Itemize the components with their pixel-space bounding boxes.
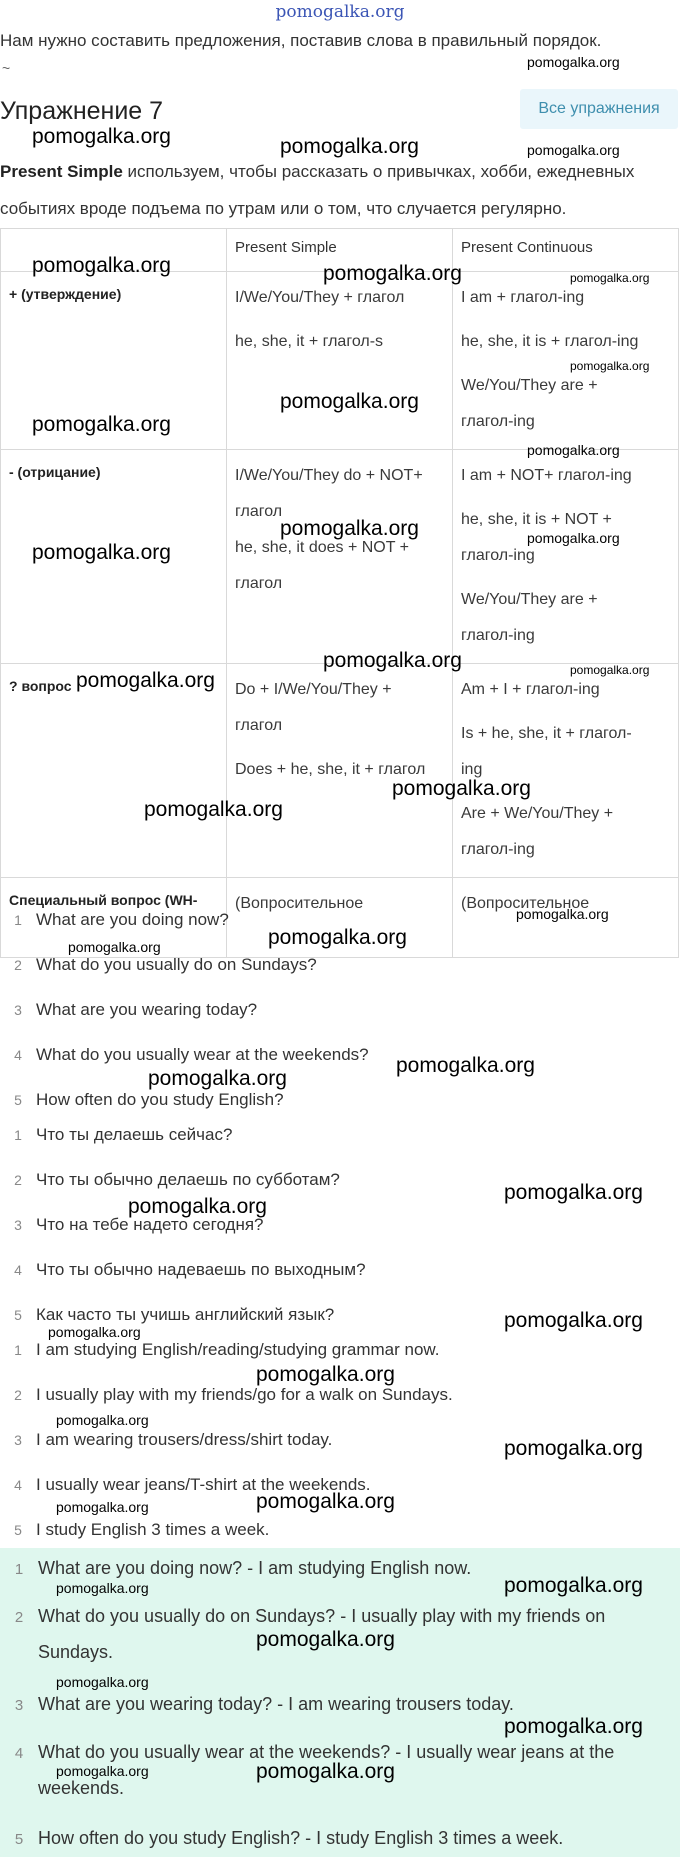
cell-line: Does + he, she, it + глагол bbox=[235, 761, 426, 778]
watermark: pomogalka.org bbox=[256, 1363, 395, 1386]
item-text: Что на тебе надето сегодня? bbox=[36, 1215, 264, 1234]
watermark: pomogalka.org bbox=[32, 254, 171, 277]
item-number: 4 bbox=[14, 1047, 22, 1063]
answer-item bbox=[0, 1818, 563, 1860]
cell-line: he, she, it is + глагол-ing bbox=[461, 333, 639, 350]
item-text: I study English 3 times a week. bbox=[36, 1520, 270, 1539]
list-item bbox=[0, 955, 317, 975]
separator-mark: ~ bbox=[2, 60, 11, 76]
list-item bbox=[0, 1090, 284, 1110]
watermark: pomogalka.org bbox=[56, 1499, 149, 1515]
watermark: pomogalka.org bbox=[527, 530, 620, 546]
watermark: pomogalka.org bbox=[527, 442, 620, 458]
cell-line: глагол-ing bbox=[461, 627, 535, 644]
item-number: 2 bbox=[14, 1172, 22, 1188]
item-text: I usually play with my friends/go for a walk on Sundays. bbox=[36, 1385, 453, 1404]
item-number: 5 bbox=[14, 1307, 22, 1323]
watermark: pomogalka.org bbox=[48, 1324, 141, 1340]
site-logo[interactable]: pomogalka.org bbox=[275, 2, 405, 22]
watermark: pomogalka.org bbox=[323, 649, 462, 672]
continuous-cell bbox=[453, 450, 679, 664]
watermark: pomogalka.org bbox=[56, 1580, 149, 1596]
item-text: Что ты делаешь сейчас? bbox=[36, 1125, 233, 1144]
cell-line: Do + I/We/You/They + bbox=[235, 681, 392, 698]
cell-line: I am + NOT+ глагол-ing bbox=[461, 467, 632, 484]
item-text: Что ты обычно делаешь по субботам? bbox=[36, 1170, 340, 1189]
watermark: pomogalka.org bbox=[128, 1195, 267, 1218]
simple-cell bbox=[227, 664, 453, 878]
watermark: pomogalka.org bbox=[268, 926, 407, 949]
cell-line: he, she, it does + NOT + bbox=[235, 539, 410, 556]
watermark: pomogalka.org bbox=[504, 1715, 643, 1738]
answer-line-continued: Sundays. bbox=[38, 1642, 114, 1662]
table-header-continuous: Present Continuous bbox=[453, 229, 679, 272]
grammar-table bbox=[0, 228, 678, 912]
item-number: 3 bbox=[14, 1002, 22, 1018]
item-number: 4 bbox=[14, 1262, 22, 1278]
list-item bbox=[0, 1385, 453, 1405]
watermark: pomogalka.org bbox=[144, 798, 283, 821]
cell-line: глагол-ing bbox=[461, 413, 535, 430]
item-number: 4 bbox=[14, 1745, 24, 1762]
item-number: 1 bbox=[14, 912, 22, 928]
row-label: + (утверждение) bbox=[1, 272, 227, 450]
watermark: pomogalka.org bbox=[256, 1628, 395, 1651]
item-number: 3 bbox=[14, 1697, 24, 1714]
answer-line: What do you usually do on Sundays? - I usually play with my friends on bbox=[38, 1606, 606, 1626]
watermark: pomogalka.org bbox=[56, 1763, 149, 1779]
cell-line: he, she, it is + NOT + bbox=[461, 511, 612, 528]
item-text: I am wearing trousers/dress/shirt today. bbox=[36, 1430, 333, 1449]
simple-cell bbox=[227, 272, 453, 450]
table-header-simple: Present Simple bbox=[227, 229, 453, 272]
answer-line-continued: weekends. bbox=[38, 1778, 125, 1798]
watermark: pomogalka.org bbox=[504, 1309, 643, 1332]
row-label: - (отрицание) bbox=[1, 450, 227, 664]
row-label: ? вопрос bbox=[1, 664, 227, 878]
simple-cell bbox=[227, 450, 453, 664]
watermark: pomogalka.org bbox=[504, 1574, 643, 1597]
watermark: pomogalka.org bbox=[56, 1412, 149, 1428]
item-text: What are you doing now? bbox=[36, 910, 229, 929]
item-number: 1 bbox=[14, 1342, 22, 1358]
item-number: 1 bbox=[14, 1127, 22, 1143]
watermark: pomogalka.org bbox=[392, 777, 531, 800]
cell-line: Am + I + глагол-ing bbox=[461, 681, 600, 698]
item-text: I am studying English/reading/studying grammar now. bbox=[36, 1340, 440, 1359]
item-text: Что ты обычно надеваешь по выходным? bbox=[36, 1260, 366, 1279]
table-row-question bbox=[1, 664, 679, 878]
watermark: pomogalka.org bbox=[32, 413, 171, 436]
item-number: 4 bbox=[14, 1477, 22, 1493]
cell-line: Is + he, she, it + глагол- bbox=[461, 725, 632, 742]
list-item bbox=[0, 1305, 334, 1325]
list-item bbox=[0, 1125, 232, 1145]
watermark: pomogalka.org bbox=[570, 663, 650, 677]
watermark: pomogalka.org bbox=[504, 1437, 643, 1460]
watermark: pomogalka.org bbox=[504, 1181, 643, 1204]
cell-line: Are + We/You/They + bbox=[461, 805, 614, 822]
list-item bbox=[0, 1340, 439, 1360]
cell-line: глагол bbox=[235, 717, 283, 734]
list-item bbox=[0, 910, 229, 930]
description-line-1 bbox=[0, 162, 634, 182]
cell-line: глагол bbox=[235, 503, 283, 520]
cell-line: We/You/They are + bbox=[461, 591, 598, 608]
exercise-title: Упражнение 7 bbox=[0, 97, 164, 125]
watermark: pomogalka.org bbox=[256, 1760, 395, 1783]
watermark: pomogalka.org bbox=[396, 1054, 535, 1077]
watermark: pomogalka.org bbox=[527, 142, 620, 158]
item-text: How often do you study English? bbox=[36, 1090, 284, 1109]
item-number: 2 bbox=[14, 1387, 22, 1403]
list-item bbox=[0, 1045, 369, 1065]
list-item bbox=[0, 1170, 340, 1190]
item-number: 1 bbox=[14, 1561, 24, 1578]
answer-line: How often do you study English? - I study English 3 times a week. bbox=[38, 1828, 564, 1848]
item-text: What do you usually do on Sundays? bbox=[36, 955, 317, 974]
watermark: pomogalka.org bbox=[570, 271, 650, 285]
cell-line: We/You/They are + bbox=[461, 377, 598, 394]
cell-line: ing bbox=[461, 761, 483, 778]
watermark: pomogalka.org bbox=[280, 135, 419, 158]
cell-line: I/We/You/They do + NOT+ bbox=[235, 467, 423, 484]
item-number: 5 bbox=[14, 1092, 22, 1108]
answer-line: What are you wearing today? - I am wearing trousers today. bbox=[38, 1694, 514, 1714]
item-number: 2 bbox=[14, 957, 22, 973]
item-number: 3 bbox=[14, 1217, 22, 1233]
answer-line: What are you doing now? - I am studying English now. bbox=[38, 1558, 472, 1578]
list-item bbox=[0, 1430, 332, 1450]
cell-line: глагол-ing bbox=[461, 547, 535, 564]
watermark: pomogalka.org bbox=[280, 517, 419, 540]
cell-line: глагол-ing bbox=[461, 841, 535, 858]
item-number: 5 bbox=[14, 1522, 22, 1538]
continuous-cell bbox=[453, 664, 679, 878]
item-number: 3 bbox=[14, 1432, 22, 1448]
description-line-2: событиях вроде подъема по утрам или о том, что случается регулярно. bbox=[0, 199, 567, 218]
watermark: pomogalka.org bbox=[256, 1490, 395, 1513]
item-text: What are you wearing today? bbox=[36, 1000, 258, 1019]
list-item bbox=[0, 1520, 269, 1540]
watermark: pomogalka.org bbox=[148, 1067, 287, 1090]
item-text: What do you usually wear at the weekends? bbox=[36, 1045, 369, 1064]
watermark: pomogalka.org bbox=[56, 1674, 149, 1690]
cell-line: I am + глагол-ing bbox=[461, 289, 585, 306]
cell-line: (Вопросительное bbox=[461, 895, 590, 912]
description-bold: Present Simple bbox=[0, 162, 123, 181]
cell-line: глагол bbox=[235, 575, 283, 592]
all-exercises-button[interactable]: Все упражнения bbox=[520, 89, 678, 129]
item-number: 5 bbox=[14, 1831, 24, 1848]
watermark: pomogalka.org bbox=[68, 939, 161, 955]
item-number: 2 bbox=[14, 1609, 24, 1626]
watermark: pomogalka.org bbox=[570, 359, 650, 373]
list-item bbox=[0, 1000, 257, 1020]
watermark: pomogalka.org bbox=[516, 906, 609, 922]
cell-line: I/We/You/They + глагол bbox=[235, 289, 405, 306]
watermark: pomogalka.org bbox=[280, 390, 419, 413]
watermark: pomogalka.org bbox=[32, 541, 171, 564]
intro-text: Нам нужно составить предложения, поставив слова в правильный порядок. bbox=[0, 31, 602, 50]
watermark: pomogalka.org bbox=[323, 262, 462, 285]
item-text: Как часто ты учишь английский язык? bbox=[36, 1305, 335, 1324]
description-rest: используем, чтобы рассказать о привычках, хобби, ежедневных bbox=[122, 162, 635, 181]
watermark: pomogalka.org bbox=[527, 54, 620, 70]
cell-line: he, she, it + глагол-s bbox=[235, 333, 384, 350]
list-item bbox=[0, 1260, 366, 1280]
item-text: I usually wear jeans/T-shirt at the weekends. bbox=[36, 1475, 371, 1494]
row-label: Специальный вопрос (WH- bbox=[1, 878, 227, 958]
cell-line: (Вопросительное bbox=[235, 895, 364, 912]
answer-item bbox=[0, 1684, 514, 1726]
watermark: pomogalka.org bbox=[76, 669, 215, 692]
watermark: pomogalka.org bbox=[32, 125, 171, 148]
answer-line: What do you usually wear at the weekends? - I usually wear jeans at the bbox=[38, 1742, 615, 1762]
